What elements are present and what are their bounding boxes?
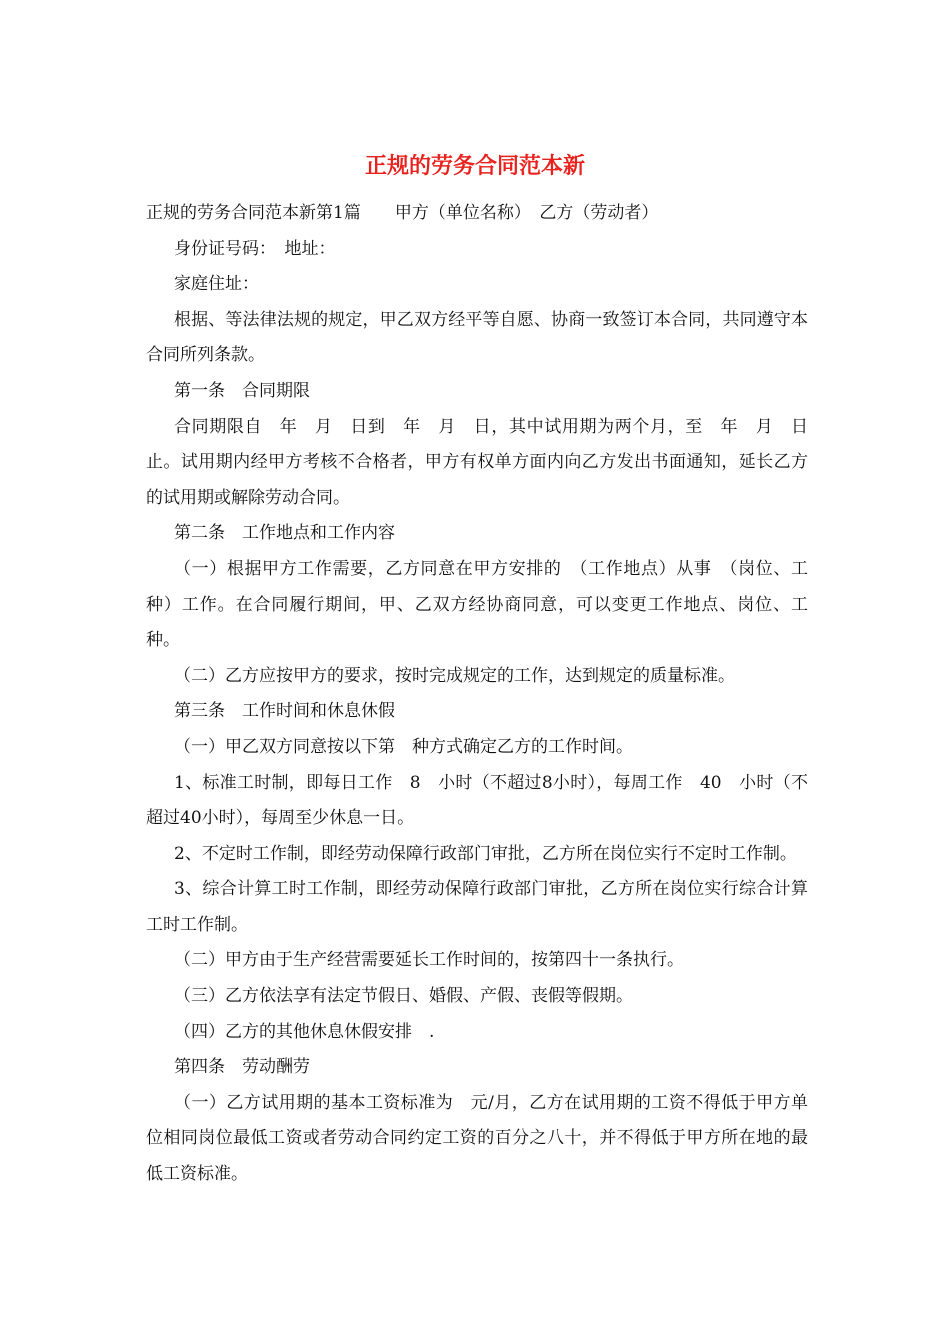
article-3-item-2: 2、不定时工作制，即经劳动保障行政部门审批，乙方所在岗位实行不定时工作制。 xyxy=(174,843,797,864)
article-3-clause-3: （三）乙方依法享有法定节假日、婚假、产假、丧假等假期。 xyxy=(174,986,633,1007)
article-3-item-1: 1、标准工时制，即每日工作 8 小时（不超过8小时），每周工作 40 小时（不超过40小时），每周至少休息一日。 xyxy=(146,772,808,829)
article-2-clause-1: （一）根据甲方工作需要，乙方同意在甲方安排的 （工作地点）从事 （岗位、工种）工作。在合同履行期间，甲、乙双方经协商同意，可以变更工作地点、岗位、工种。 xyxy=(146,558,808,651)
article-1-paragraph: 合同期限自 年 月 日到 年 月 日，其中试用期为两个月，至 年 月 日止。试用期内经甲方考核不合格者，甲方有权单方面内向乙方发出书面通知，延长乙方的试用期或解除劳动合同。 xyxy=(146,416,808,508)
article-3-clause-2: （二）甲方由于生产经营需要延长工作时间的，按第四十一条执行。 xyxy=(174,950,684,971)
article-3-clause-1: （一）甲乙双方同意按以下第 种方式确定乙方的工作时间。 xyxy=(174,736,633,757)
article-4-clause-1: （一）乙方试用期的基本工资标准为 元/月，乙方在试用期的工资不得低于甲方单位相同岗位最低工资或者劳动合同约定工资的百分之八十，并不得低于甲方所在地的最低工资标准。 xyxy=(146,1092,808,1185)
id-address-line: 身份证号码： 地址： xyxy=(174,238,336,259)
article-4-heading: 第四条 劳动酬劳 xyxy=(174,1057,310,1078)
contract-heading-line: 正规的劳务合同范本新第1篇 甲方（单位名称） 乙方（劳动者） xyxy=(146,203,659,223)
article-3-heading: 第三条 工作时间和休息休假 xyxy=(174,701,395,722)
home-address-line: 家庭住址： xyxy=(174,274,259,295)
document-body xyxy=(146,196,808,1193)
article-2-heading: 第二条 工作地点和工作内容 xyxy=(174,523,395,544)
preamble-paragraph: 根据、等法律法规的规定，甲乙双方经平等自愿、协商一致签订本合同，共同遵守本合同所列条款。 xyxy=(146,309,808,366)
article-3-clause-4: （四）乙方的其他休息休假安排 . xyxy=(174,1021,435,1042)
article-1-heading: 第一条 合同期限 xyxy=(174,380,310,401)
document-title: 正规的劳务合同范本新 xyxy=(364,153,585,179)
article-3-item-3: 3、综合计算工时工作制，即经劳动保障行政部门审批，乙方所在岗位实行综合计算工时工作制。 xyxy=(146,879,808,935)
article-2-clause-2: （二）乙方应按甲方的要求，按时完成规定的工作，达到规定的质量标准。 xyxy=(174,665,735,686)
